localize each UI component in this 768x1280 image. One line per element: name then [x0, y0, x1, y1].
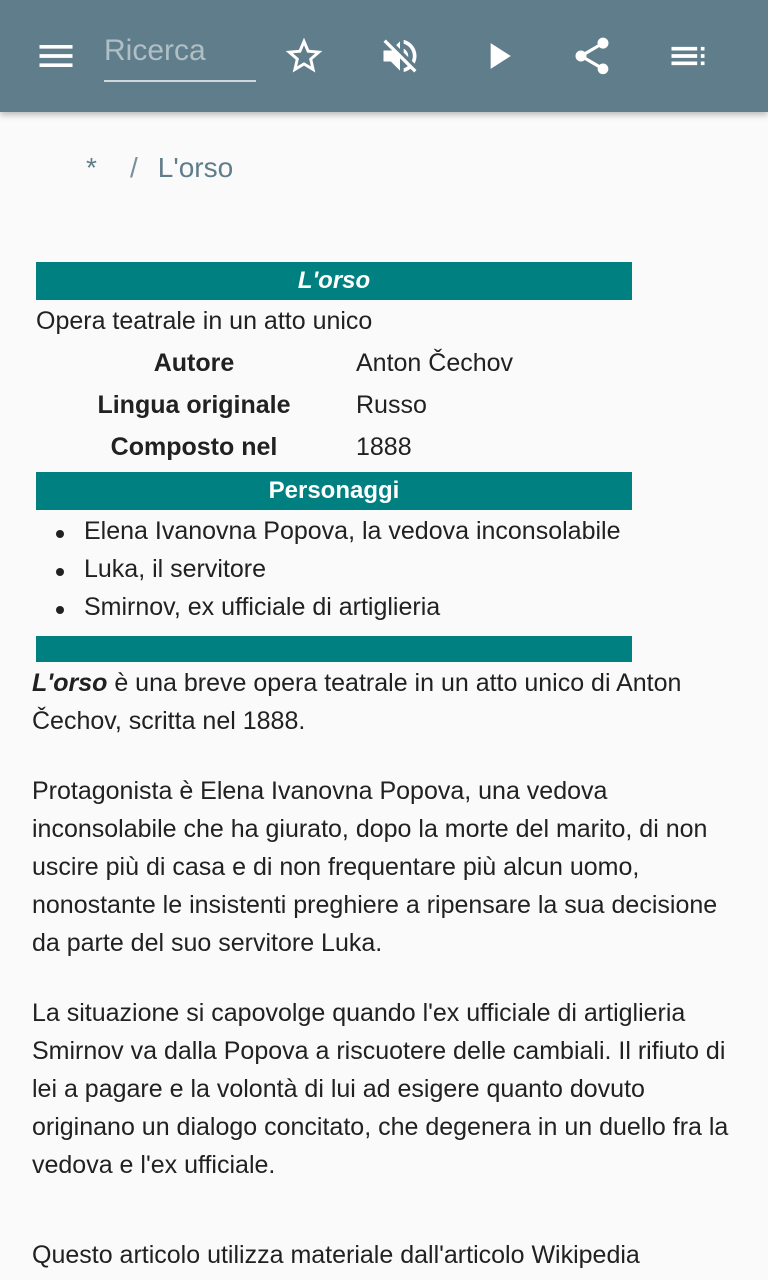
infobox-row-language: [36, 384, 632, 426]
menu-button[interactable]: [24, 24, 88, 88]
search-input[interactable]: [104, 24, 256, 74]
infobox-value[interactable]: Anton Čechov: [356, 349, 514, 377]
share-icon: [570, 34, 614, 78]
contents-button[interactable]: [656, 24, 720, 88]
share-button[interactable]: [560, 24, 624, 88]
list-item: Luka, il servitore: [36, 550, 632, 588]
breadcrumb-root[interactable]: *: [86, 152, 97, 183]
article-title-emphasis: L'orso: [32, 669, 108, 697]
article-paragraph: [32, 664, 740, 740]
play-icon: [476, 34, 520, 78]
breadcrumb-current: L'orso: [157, 152, 234, 183]
search-box[interactable]: [104, 24, 256, 82]
infobox: [36, 262, 632, 662]
star-outline-icon: [282, 34, 326, 78]
playlist-icon: [666, 34, 710, 78]
infobox-value: 1888: [356, 433, 412, 461]
play-button[interactable]: [466, 24, 530, 88]
article-paragraph: Protagonista è Elena Ivanovna Popova, una vedova inconsolabile che ha giurato, dopo la morte del marito, di non uscire più di casa e di non frequentare più alcun uomo, nonostante le insistenti preghiere a ripensare la sua decisione da parte del suo servitore Luka.: [32, 777, 718, 957]
bookmark-button[interactable]: [272, 24, 336, 88]
characters-list: [36, 510, 632, 630]
infobox-footer-bar: [36, 636, 632, 662]
article-intro-text: è una breve opera teatrale in un atto unico di Anton Čechov, scritta nel 1888.: [32, 669, 682, 735]
top-toolbar: [0, 0, 768, 112]
volume-off-icon: [378, 34, 422, 78]
list-item: Elena Ivanovna Popova, la vedova inconsolabile: [36, 512, 632, 550]
article-body: [32, 664, 740, 1280]
article-attribution: Questo articolo utilizza materiale dall'articolo Wikipedia: [32, 1241, 640, 1269]
list-item: Smirnov, ex ufficiale di artiglieria: [36, 588, 632, 626]
infobox-subtitle: Opera teatrale in un atto unico: [36, 307, 373, 335]
infobox-key: Composto nel: [110, 433, 278, 461]
infobox-title: L'orso: [36, 262, 632, 300]
infobox-key: Autore: [153, 349, 235, 377]
breadcrumb-separator: /: [130, 152, 138, 183]
infobox-key: Lingua originale: [97, 391, 291, 419]
mute-button[interactable]: [368, 24, 432, 88]
infobox-value: Russo: [356, 391, 427, 419]
article-paragraph: La situazione si capovolge quando l'ex ufficiale di artiglieria Smirnov va dalla Popova a riscuotere delle cambiali. Il rifiuto di lei a pagare e la volontà di lui ad esigere quanto dovuto originano un dialogo concitato, che degenera in un duello fra la vedova e l'ex ufficiale.: [32, 999, 729, 1179]
menu-icon: [34, 34, 78, 78]
infobox-row-author: [36, 342, 632, 384]
characters-header: Personaggi: [36, 472, 632, 510]
infobox-row-composed: [36, 426, 632, 468]
breadcrumb: [86, 148, 233, 188]
